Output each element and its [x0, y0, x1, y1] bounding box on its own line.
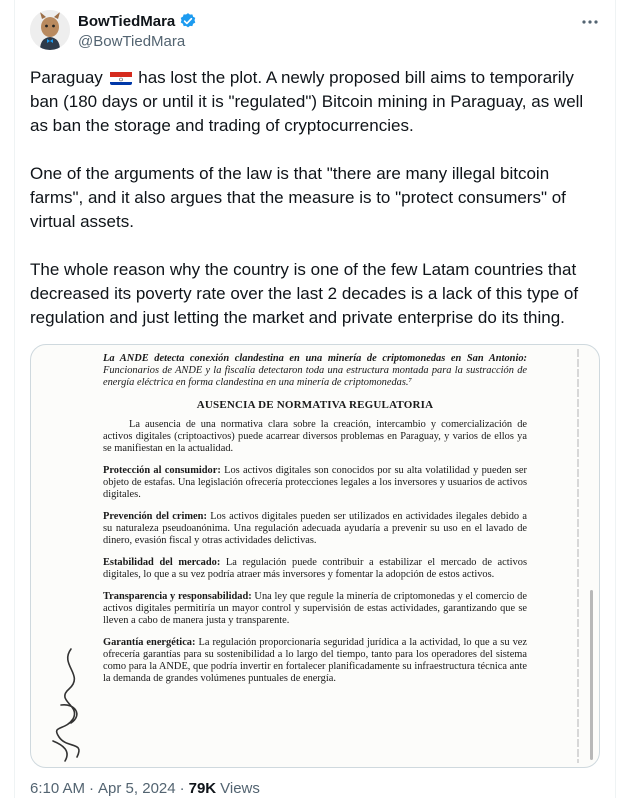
- paraguay-flag-icon: [110, 70, 132, 85]
- doc-section: Estabilidad del mercado: La regulación puede contribuir a estabilizar el mercado de activos digitales, lo que a su vez podría atraer más inversores y fomentar la adopción de estos activos.: [103, 557, 527, 580]
- doc-section: Garantía energética: La regulación proporcionaría seguridad jurídica a la actividad, lo que a su vez ofrecería garantías para su sostenibilidad a lo largo del tiempo, tanto para los operadores del sistema como para la ANDE, que podría invertir en fortalecer planificadamente su infraestructura técnica ante la demanda de grandes volúmenes puntuales de energía.: [103, 637, 527, 684]
- scrollbar[interactable]: [590, 590, 593, 760]
- doc-intro: La ausencia de una normativa clara sobre la creación, intercambio y comercialización de activos digitales (criptoactivos) puede acarrear diversos problemas en Paraguay, y varios de ellos ya se manifiestan en la actualidad.: [103, 419, 527, 454]
- views-label: Views: [220, 780, 260, 797]
- right-divider: [615, 0, 616, 798]
- tweet-date[interactable]: Apr 5, 2024: [98, 780, 176, 797]
- tweet-text: [30, 66, 605, 354]
- document-text: [103, 353, 527, 695]
- tweet-time[interactable]: 6:10 AM: [30, 780, 86, 797]
- tweet-paragraph-1: Paraguay has lost the plot. A newly proposed bill aims to temporarily ban (180 days or until it is "regulated") Bitcoin mining in Paraguay, as well as ban the storage and trading of cryptocurrencies.: [30, 68, 584, 135]
- doc-section: Protección al consumidor: Los activos digitales son conocidos por su alta volatilidad y pueden ser objeto de estafas. Una legislación ofrecería protecciones legales a los inversores y usuarios de activos digitales.: [103, 465, 527, 500]
- verified-badge-icon: [179, 12, 197, 30]
- meta-separator: ·: [89, 780, 95, 797]
- signature-mark: [41, 645, 101, 765]
- meta-separator: ·: [179, 780, 185, 797]
- author-names: [78, 12, 197, 50]
- author-handle[interactable]: @BowTiedMara: [78, 33, 186, 50]
- doc-section: Transparencia y responsabilidad: Una ley que regule la minería de criptomonedas y el comercio de activos digitales permitiría un mayor control y supervisión de estas actividades, garantizando que se lleven a cabo de manera justa y transparente.: [103, 591, 527, 626]
- more-dots-icon[interactable]: [580, 12, 600, 32]
- tweet-paragraph-3: The whole reason why the country is one of the few Latam countries that decreased its poverty rate over the last 2 decades is a lack of this type of regulation and just letting the market and private enterprise do its thing.: [30, 260, 579, 327]
- tweet-meta: [30, 780, 260, 797]
- doc-section: Prevención del crimen: Los activos digitales pueden ser utilizados en actividades ilegales debido a su naturaleza pseudoanónima. Una regulación adecuada ayudaría a prevenir su uso en el lavado de dinero, evasión fiscal y otras actividades delictivas.: [103, 511, 527, 546]
- avatar[interactable]: [30, 10, 70, 50]
- page-edge: [577, 349, 579, 763]
- doc-lead: La ANDE detecta conexión clandestina en una minería de criptomonedas en San Antonio: Funcionarios de ANDE y la fiscalía detectaron toda una estructura montada para la sustracción de energía eléctrica en forma clandestina en una minería de criptomonedas.⁷: [103, 353, 527, 388]
- tweet-header: [30, 10, 610, 58]
- left-divider: [14, 0, 15, 798]
- doc-heading: AUSENCIA DE NORMATIVA REGULATORIA: [196, 399, 434, 411]
- attached-image[interactable]: [30, 344, 600, 768]
- views-count[interactable]: 79K: [188, 780, 217, 797]
- avatar-image: [30, 10, 70, 50]
- tweet-paragraph-2: One of the arguments of the law is that "there are many illegal bitcoin farms", and it also argues that the measure is to "protect consumers" of virtual assets.: [30, 164, 566, 231]
- display-name[interactable]: BowTiedMara: [78, 12, 176, 30]
